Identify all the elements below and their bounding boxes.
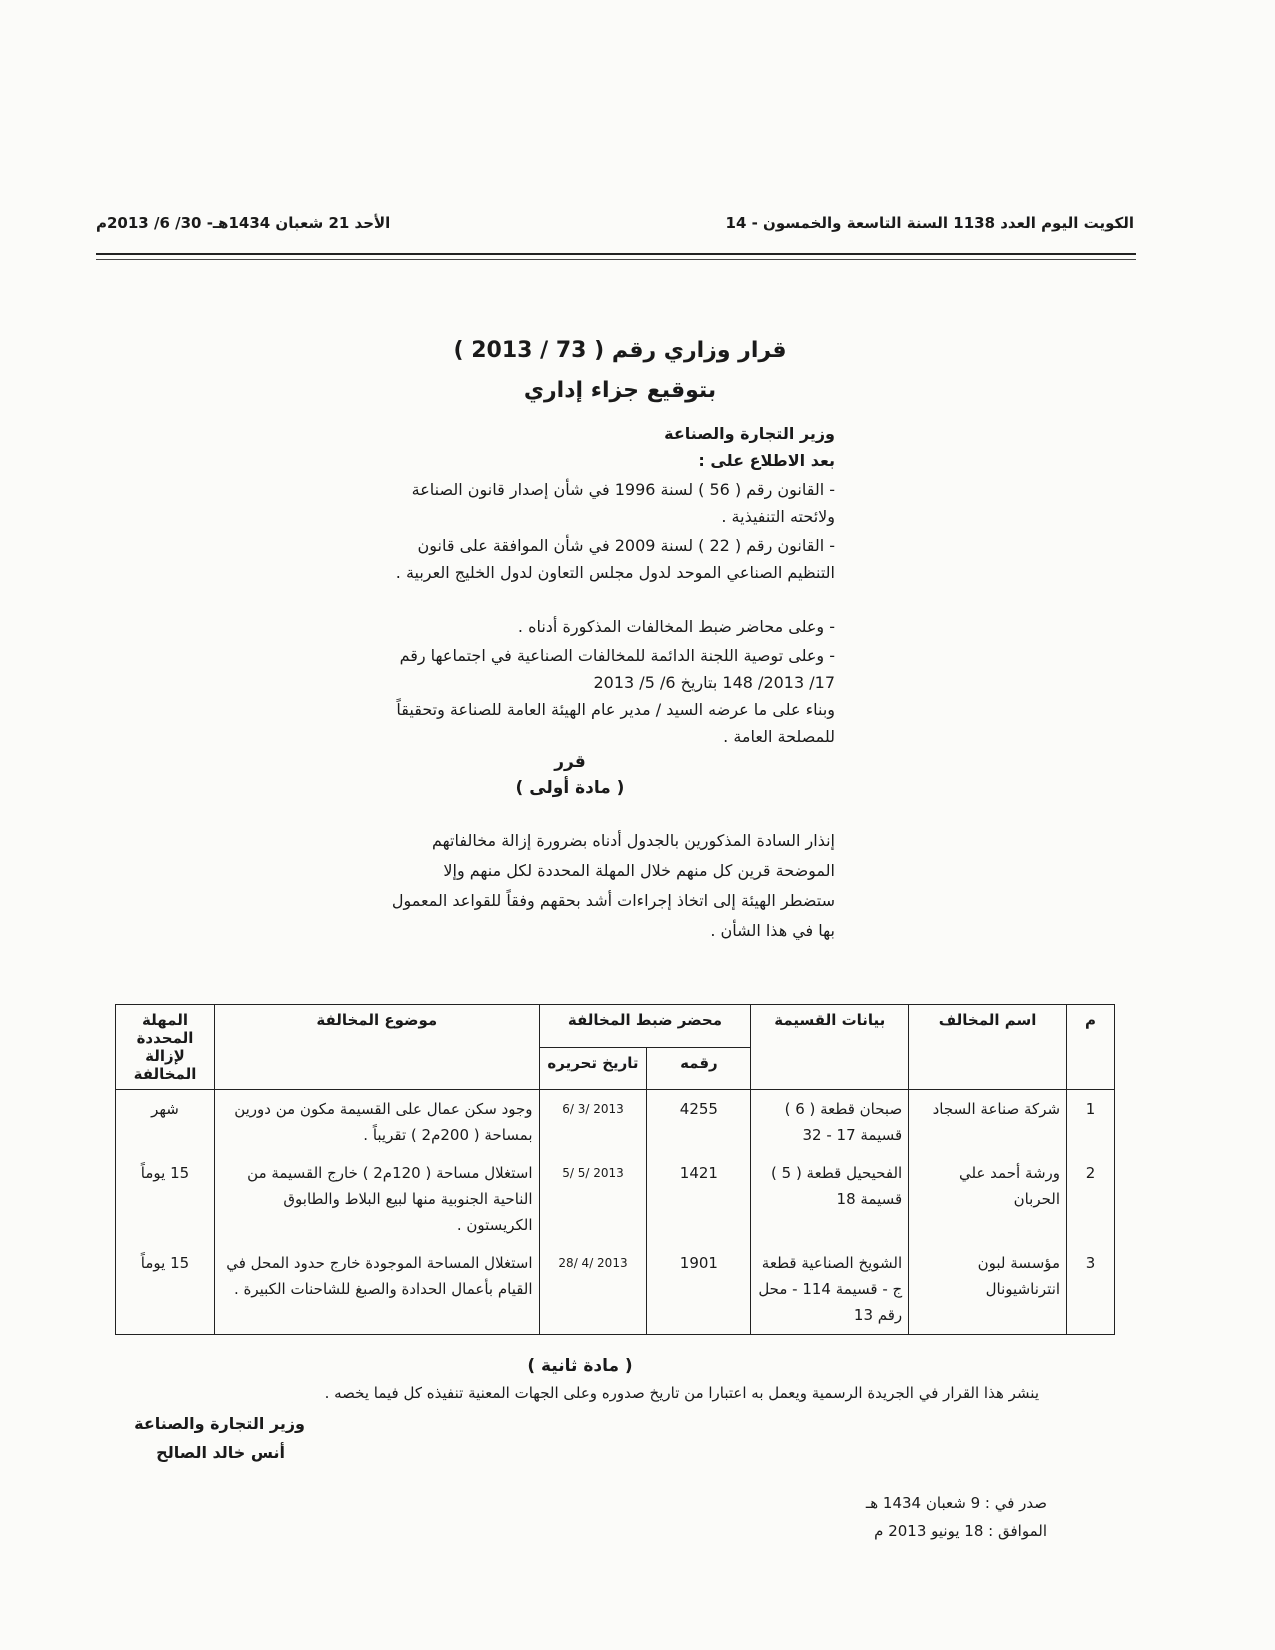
col-header-record-date: تاريخ تحريره <box>539 1047 647 1090</box>
table-row <box>116 1154 1115 1244</box>
table-row <box>116 1244 1115 1335</box>
header-rule-thick <box>96 253 1136 255</box>
cell-num: 1 <box>1067 1090 1115 1155</box>
cell-subject: استغلال مساحة ( 120م2 ) خارج القسيمة من الناحية الجنوبية منها لبيع البلاط والطابوق الكريستون . <box>215 1154 540 1244</box>
signature-title: وزير التجارة والصناعة <box>134 1414 305 1433</box>
col-header-plot: بيانات القسيمة <box>751 1005 909 1090</box>
after-review-heading: بعد الاطلاع على : <box>698 451 835 470</box>
cell-record-no: 1421 <box>647 1154 751 1244</box>
cell-deadline: 15 يوماً <box>116 1244 215 1335</box>
cell-name: ورشة أحمد علي الحربان <box>909 1154 1067 1244</box>
col-header-subject: موضوع المخالفة <box>215 1005 540 1090</box>
decision-subtitle: بتوقيع جزاء إداري <box>523 378 717 403</box>
signature-name: أنس خالد الصالح <box>156 1443 285 1462</box>
cell-plot: الشويخ الصناعية قطعة ج - قسيمة 114 - محل رقم 13 <box>751 1244 909 1335</box>
article2-heading: ( مادة ثانية ) <box>527 1356 633 1376</box>
header-rule-thin <box>96 259 1136 260</box>
cell-record-date: 2013 /3 /6 <box>539 1090 647 1155</box>
article2-text: ينشر هذا القرار في الجريدة الرسمية ويعمل به اعتبارا من تاريخ صدوره وعلى الجهات المعنية تنفيذه كل فيما يخصه . <box>324 1384 1039 1402</box>
issued-hijri: صدر في : 9 شعبان 1434 هـ <box>865 1494 1047 1512</box>
issued-gregorian: الموافق : 18 يونيو 2013 م <box>874 1522 1047 1540</box>
cell-num: 2 <box>1067 1154 1115 1244</box>
cell-plot: صبحان قطعة ( 6 ) قسيمة 17 - 32 <box>751 1090 909 1155</box>
cell-record-no: 1901 <box>647 1244 751 1335</box>
cell-name: مؤسسة لبون انترناشيونال <box>909 1244 1067 1335</box>
col-header-name: اسم المخالف <box>909 1005 1067 1090</box>
header-issue-info: الكويت اليوم العدد 1138 السنة التاسعة والخمسون - 14 <box>725 214 1134 232</box>
cell-plot: الفحيحيل قطعة ( 5 ) قسيمة 18 <box>751 1154 909 1244</box>
cell-subject: استغلال المساحة الموجودة خارج حدود المحل في القيام بأعمال الحدادة والصبغ للشاحنات الكبيرة . <box>215 1244 540 1335</box>
col-header-record-no: رقمه <box>647 1047 751 1090</box>
col-header-deadline: المهلة المحددة لإزالة المخالفة <box>116 1005 215 1090</box>
minister-heading: وزير التجارة والصناعة <box>664 424 835 443</box>
preamble-item: وبناء على ما عرضه السيد / مدير عام الهيئة العامة للصناعة وتحقيقاً للمصلحة العامة . <box>396 700 835 746</box>
col-header-record: محضر ضبط المخالفة <box>539 1005 751 1048</box>
preamble-item: - القانون رقم ( 22 ) لسنة 2009 في شأن الموافقة على قانون التنظيم الصناعي الموحد لدول مجلس التعاون لدول الخليج العربية . <box>395 536 835 582</box>
preamble-item: - القانون رقم ( 56 ) لسنة 1996 في شأن إصدار قانون الصناعة ولائحته التنفيذية . <box>411 480 835 526</box>
article1-text: إنذار السادة المذكورين بالجدول أدناه بضرورة إزالة مخالفاتهم الموضحة قرين كل منهم خلال المهلة المحددة لكل منهم وإلا ستضطر الهيئة إلى اتخاذ إجراءات أشد بحقهم وفقاً للقواعد المعمول بها في هذا الشأن . <box>391 831 835 940</box>
cell-deadline: 15 يوماً <box>116 1154 215 1244</box>
col-header-num: م <box>1067 1005 1115 1090</box>
table-row <box>116 1090 1115 1155</box>
cell-subject: وجود سكن عمال على القسيمة مكون من دورين بمساحة ( 200م2 ) تقريباً . <box>215 1090 540 1155</box>
cell-num: 3 <box>1067 1244 1115 1335</box>
preamble-item: - وعلى توصية اللجنة الدائمة للمخالفات الصناعية في اجتماعها رقم 17/ 2013/ 148 بتاريخ 6/ 5/ 2013 <box>399 646 835 692</box>
cell-name: شركة صناعة السجاد <box>909 1090 1067 1155</box>
header-date: الأحد 21 شعبان 1434هـ- 30/ 6/ 2013م <box>96 214 391 232</box>
cell-deadline: شهر <box>116 1090 215 1155</box>
page-header <box>96 214 1134 244</box>
cell-record-date: 2013 /4 /28 <box>539 1244 647 1335</box>
cell-record-date: 2013 /5 /5 <box>539 1154 647 1244</box>
article1-heading: ( مادة أولى ) <box>515 778 625 798</box>
decided-heading: قرر <box>554 752 586 772</box>
cell-record-no: 4255 <box>647 1090 751 1155</box>
decision-title: قرار وزاري رقم ( 73 / 2013 ) <box>453 338 787 363</box>
violations-table <box>115 1004 1115 1335</box>
preamble-item: - وعلى محاضر ضبط المخالفات المذكورة أدناه . <box>517 617 835 636</box>
